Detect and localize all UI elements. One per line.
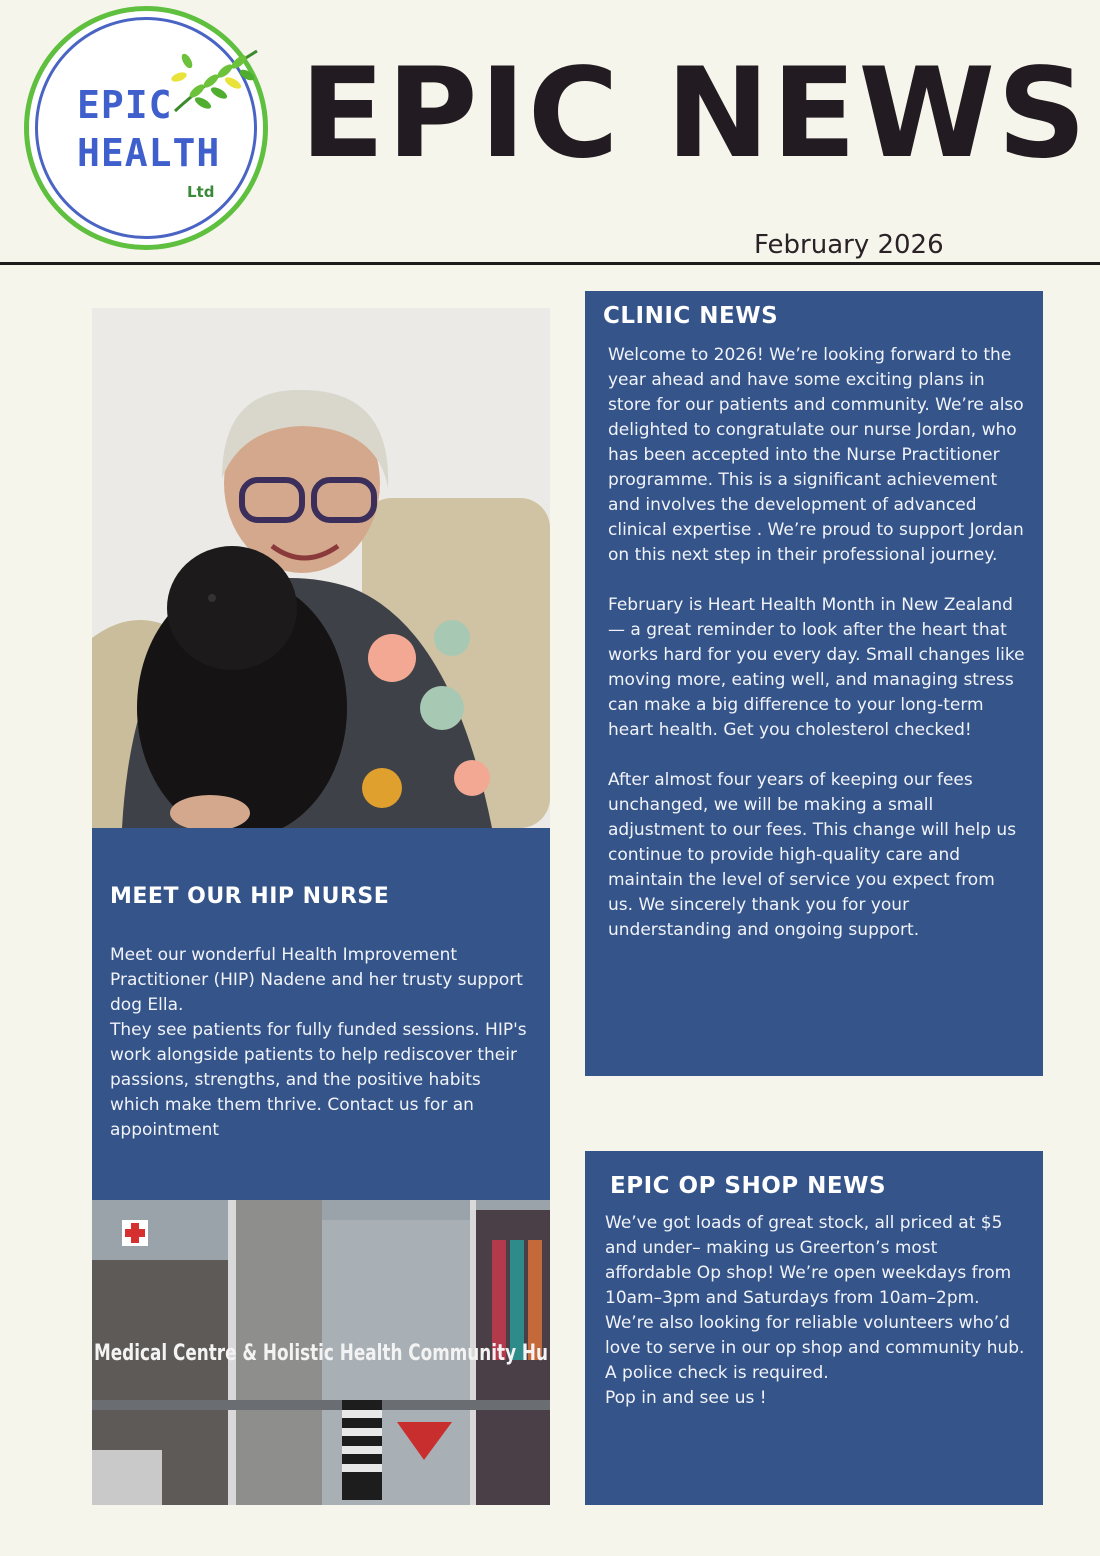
shopfront-illustration xyxy=(92,1200,550,1505)
hip-section-body: Meet our wonderful Health Improvement Practitioner (HIP) Nadene and her trusty support dog Ella. They see patients for fully funded sessions. HIP's work alongside patients to help rediscover their passions, strengths, and the positive habits which make them thrive. Contact us for an appointment xyxy=(110,945,527,1140)
op-shop-news-title: EPIC OP SHOP NEWS xyxy=(610,1173,887,1199)
shop-window-lettering: Medical Centre & Holistic Health Community Hu xyxy=(94,1341,548,1366)
clinic-news-section xyxy=(585,291,1043,1076)
logo-text-epic: EPIC xyxy=(77,83,173,127)
shopfront-photo xyxy=(92,1200,550,1505)
nurse-with-dog-photo xyxy=(92,308,550,828)
nurse-photo-illustration xyxy=(92,308,550,828)
clinic-paragraph: After almost four years of keeping our fees unchanged, we will be making a small adjustment to our fees. This change will help us continue to provide high-quality care and maintain the level of service you expect from us. We sincerely thank you for your understanding and ongoing support. xyxy=(608,770,1017,940)
epic-health-logo xyxy=(24,6,268,250)
masthead-title: EPIC NEWS xyxy=(300,42,1089,186)
logo-text-ltd: Ltd xyxy=(187,183,215,201)
issue-date: February 2026 xyxy=(754,230,944,260)
logo-text-health: HEALTH xyxy=(77,131,221,175)
clinic-news-title: CLINIC NEWS xyxy=(603,303,779,329)
hip-nurse-section xyxy=(92,828,550,1200)
clinic-paragraph: February is Heart Health Month in New Zealand — a great reminder to look after the heart that works hard for you every day. Small changes like moving more, eating well, and managing stress can make a big difference to your long-term heart health. Get you cholesterol checked! xyxy=(608,595,1025,740)
leaf-sprig-icon xyxy=(167,41,267,131)
hip-section-title: MEET OUR HIP NURSE xyxy=(110,884,390,909)
header-divider xyxy=(0,262,1100,265)
clinic-paragraph: Welcome to 2026! We’re looking forward to the year ahead and have some exciting plans in store for our patients and community. We’re also delighted to congratulate our nurse Jordan, who has been accepted into the Nurse Practitioner programme. This is a significant achievement and involves the development of advanced clinical expertise . We’re proud to support Jordan on this next step in their professional journey. xyxy=(608,345,1024,565)
op-shop-news-body: We’ve got loads of great stock, all priced at $5 and under– making us Greerton’s most affordable Op shop! We’re open weekdays from 10am–3pm and Saturdays from 10am–2pm. We’re also looking for reliable volunteers who’d love to serve in our op shop and community hub. A police check is required. Pop in and see us ! xyxy=(605,1213,1025,1408)
op-shop-news-section xyxy=(585,1151,1043,1505)
